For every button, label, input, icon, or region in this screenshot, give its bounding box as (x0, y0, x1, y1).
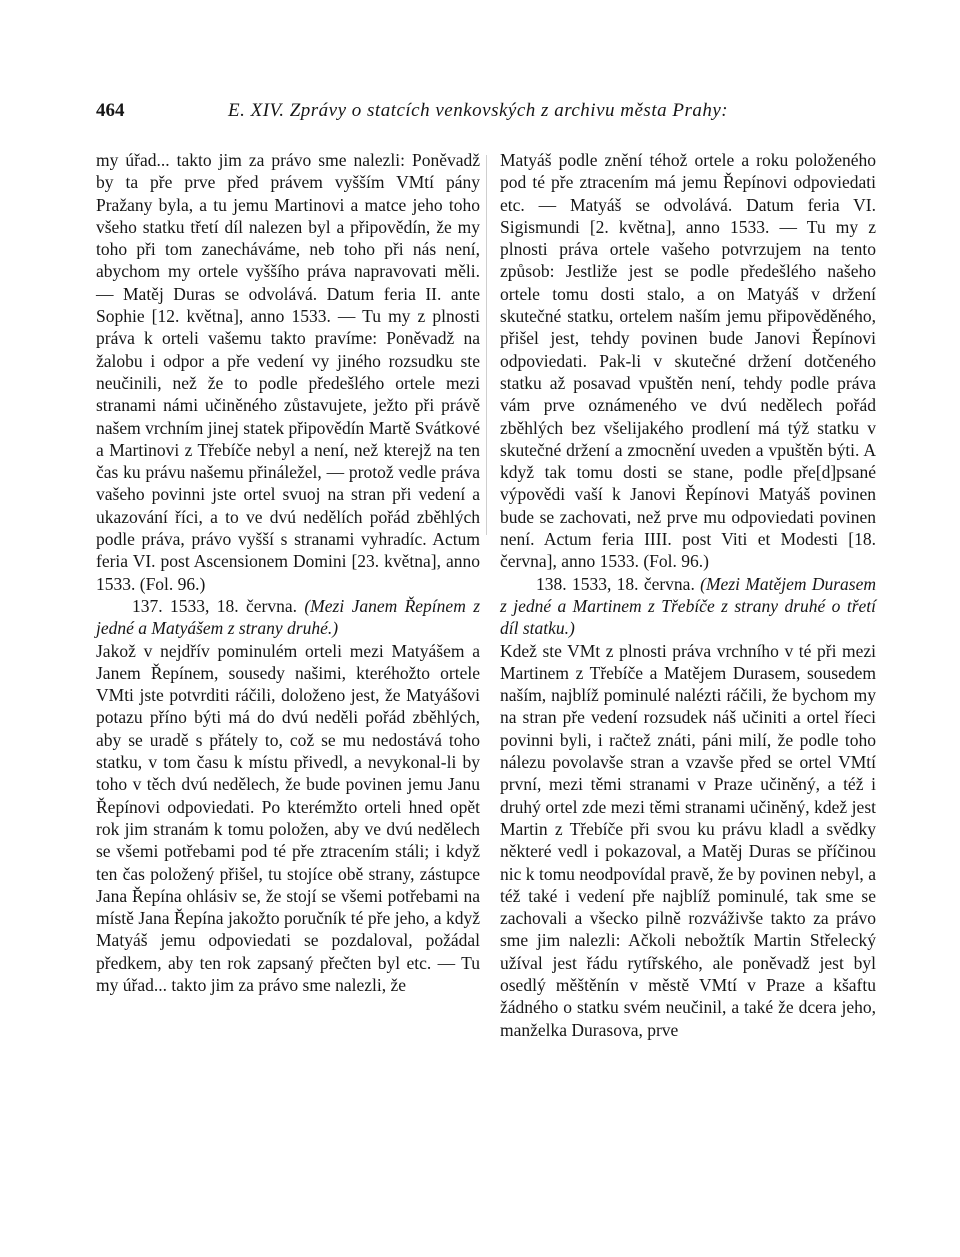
entry-138-number-date: 138. 1533, 18. června. (536, 573, 695, 594)
entry-137-number-date: 137. 1533, 18. června. (132, 595, 297, 616)
entry-137-text: Jakož v nejdřív pominulém orteli mezi Matyášem a Janem Řepínem, sousedy našimi, kteréhožto ortele VMti jste potvrditi ráčili, doloženo jest, že Matyášovi potazu příno býti má do dvú neděli pořád zběhlých, aby se uradě s přátely to, což se mu nedostává toho statku, v tom času k místu přivedl, a nevykonal-li by toho v těch dvú nedělech, že bude povinen jemu Janu Řepínovi odpoviedati. Po kterémžto orteli hned opět rok jim stranám k tomu položen, aby ve dvú nedělech se všemi potřebami pod té pře ztracením stáli; i když ten čas položený přišel, tu stojíce obě strany, zástupce Jana Řepína ohlásiv se, že stojí se všemi potřebami na místě Jana Řepína jakožto poručník té pře jeho, a když Matyáš jemu odpoviedati se pozdaloval, požádal předkem, aby ten rok zapsaný přečten byl etc. — Tu my úřad... takto jim za právo sme nalezli, že (96, 640, 480, 995)
entry-137-heading (96, 595, 480, 640)
entry-138-rubric: (Mezi Matějem Durasem z jedné a Martinem z Třebíče z strany druhé o třetí díl statku.) (500, 573, 876, 639)
paragraph-continuation: my úřad... takto jim za právo sme nalezli: Poněvadž by ta pře prve před právem vyšším VMtí pány Pražany byla, a tu jemu Martinovi a matce jeho toho všeho statku třetí díl nalezen byl a připovědín, že my toho při tom zanecháváme, neb toho při nás není, abychom my ortele vyššího práva napravovati měli. — Matěj Duras se odvolává. Datum feria II. ante Sophie [12. května], anno 1533. — Tu my z plnosti práva k orteli vašemu takto pravíme: Poněvadž na žalobu i odpor a pře vedení vy jiného rozsudku ste neučinili, než že to podle předešlého ortele mezi stranami námi učiněného zůstavujete, ježto při právě našem vrchním jinej statek připovědín Martě Svátkové a Martinovi z Třebíče nebyl a není, než kterejž na ten čas ku právu našemu přináležel, — protož vedle práva vašeho povinni jste ortel svuoj na stran při vedení a ukazování říci, a to ve dvú nedělích pořád zběhlých podle práva, právo vyšší s stranami vyhradíc. Actum feria VI. post Ascensionem Domini [23. května], anno 1533. (Fol. 96.) (96, 150, 480, 594)
entry-138-heading (500, 573, 876, 640)
entry-138 (500, 573, 876, 1041)
entry-138-text: Kdež ste VMt z plnosti práva vrchního v té při mezi Martinem z Třebíče a Matějem Durasem, sousedem naším, najblíž pominulé nalézti ráčili, že bychom my na stran pře vedení rozsudek náš učiniti a ortel říeci povinni byli, i račtež znáti, páni milí, že podle toho nálezu povolavše stran a vzavše před se ortel VMtí první, mezi těmi stranami v Praze učiněný, a též i druhý ortel zde mezi těmi stranami učiněný, kdež jest Martin z Třebíče při svou ku právu kladl a svědky některé vedl i pokazoval, a Matěj Duras se příčinou nic k tomu neodpovídal pravě, že by povinen nebyl, a též také i vedení pře najblíž pominulé, tak sme se zachovali a všecko pilně rozváživše takto za právo sme jim nalezli: Ačkoli nebožtík Martin Střelecký užíval jest řádu rytířského, ale poněvadž jest byl osedlý měštěnín v městě VMtí v Praze a kšaftu žádného o statku svém neučinil, a také že dcera jeho, manželka Durasova, prve (500, 640, 876, 1040)
entry-137 (96, 595, 480, 996)
left-column (96, 149, 480, 996)
running-head (96, 100, 876, 130)
running-title: E. XIV. Zprávy o statcích venkovských z archivu města Prahy: (228, 100, 729, 121)
page-number: 464 (96, 100, 125, 121)
right-column (500, 149, 876, 1041)
entry-137-rubric: (Mezi Janem Řepínem z jedné a Matyášem z strany druhé.) (96, 595, 481, 639)
paragraph-continuation-right: Matyáš podle znění téhož ortele a roku položeného pod té pře ztracením má jemu Řepínovi odpoviedati etc. — Matyáš se odvolává. Datum feria VI. Sigismundi [2. května], anno 1533. — Tu my z plnosti práva ortele vašeho potvrzujem na tento způsob: Jestliže jest se podle předešlého našeho ortele tomu dosti stalo, a on Matyáš v držení skutečné statku, ortelem naším jemu připověděného, přišel jest, tehdy povinen bude Janovi Řepínovi odpoviedati. Pak-li v skutečné držení dotčeného statku až posavad vpuštěn není, tehdy podle práva vám prve oznámeného ve dvú nedělech pořád zběhlých bez všelijakého prodlení má týž statku v skutečné držení a zmocnění uveden a vpuštěn býti. A když tak tomu dosti se stane, podle pře[d]psané výpovědi vaší k Janovi Řepínovi Matyáš povinen bude se zachovati, než prve mu odpoviedati povinen není. Actum feria IIII. post Viti et Modesti [18. června], anno 1533. (Fol. 96.) (500, 150, 876, 572)
column-divider (486, 155, 487, 535)
